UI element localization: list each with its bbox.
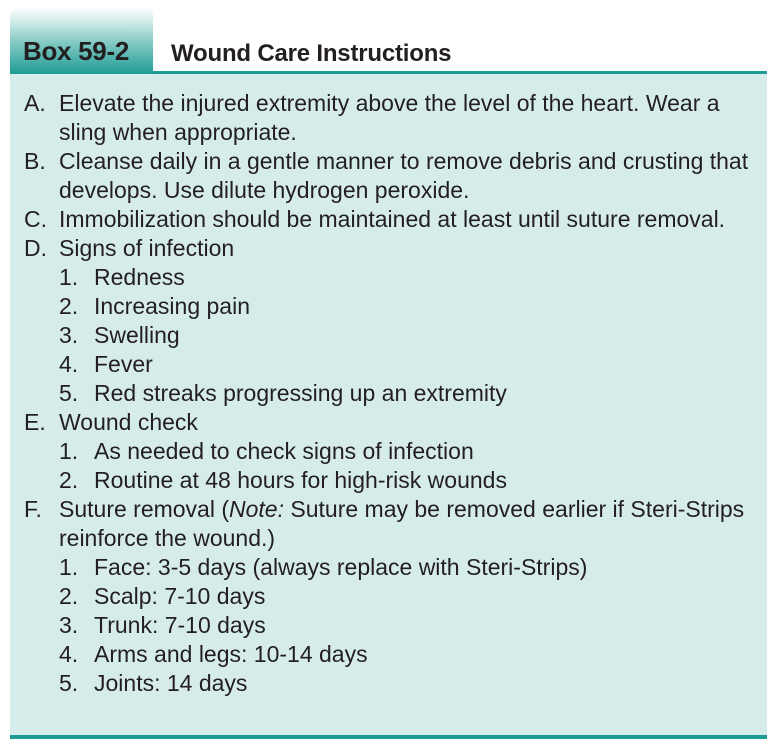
sublist-item-text: Trunk: 7-10 days: [94, 612, 266, 638]
sublist-item: [59, 611, 760, 640]
sublist-marker: 1.: [59, 438, 79, 464]
note-label: Note:: [229, 496, 284, 522]
box-number-tab: [10, 7, 153, 74]
sublist-item: [59, 437, 760, 466]
list-item-text-note: Suture may be removed earlier if Steri-Strips reinforce the wound.): [59, 496, 745, 551]
sublist-marker: 3.: [59, 612, 79, 638]
sublist-marker: 5.: [59, 670, 79, 696]
list-item-e: [24, 408, 760, 495]
sublist-marker: 2.: [59, 467, 79, 493]
sublist-item-text: Scalp: 7-10 days: [94, 583, 266, 609]
sublist-marker: 3.: [59, 322, 79, 348]
box-number-label: Box 59-2: [23, 36, 129, 66]
list-item-c: [24, 205, 760, 234]
sublist-item-text: Arms and legs: 10-14 days: [94, 641, 368, 667]
box-title: Wound Care Instructions: [171, 40, 452, 67]
sublist-item-text: Swelling: [94, 322, 180, 348]
sublist-item-text: As needed to check signs of infection: [94, 438, 474, 464]
list-item-text-lead: Suture removal (: [59, 496, 230, 522]
sublist-signs-of-infection: [59, 263, 760, 408]
sublist-item-text: Face: 3-5 days (always replace with Steri-Strips): [94, 554, 588, 580]
list-item-d: [24, 234, 760, 408]
list-item-text: Wound check: [59, 409, 198, 435]
sublist-item: [59, 640, 760, 669]
sublist-marker: 5.: [59, 380, 79, 406]
list-marker: B.: [24, 148, 46, 174]
sublist-item: [59, 292, 760, 321]
list-item-text: Cleanse daily in a gentle manner to remove debris and crusting that develops. Use dilute hydrogen peroxide.: [59, 148, 749, 203]
sublist-item-text: Redness: [94, 264, 185, 290]
sublist-item-text: Red streaks progressing up an extremity: [94, 380, 507, 406]
list-item-b: [24, 147, 760, 205]
instruction-list: [24, 89, 760, 698]
list-marker: F.: [24, 496, 42, 522]
sublist-item: [59, 350, 760, 379]
sublist-marker: 4.: [59, 351, 79, 377]
list-marker: E.: [24, 409, 46, 435]
sublist-suture-removal: [59, 553, 760, 698]
sublist-item: [59, 379, 760, 408]
sublist-marker: 4.: [59, 641, 79, 667]
sublist-marker: 1.: [59, 264, 79, 290]
list-item-f: [24, 495, 760, 698]
sublist-item: [59, 553, 760, 582]
list-marker: D.: [24, 235, 47, 261]
sublist-marker: 1.: [59, 554, 79, 580]
list-item-a: [24, 89, 760, 147]
list-item-text: Elevate the injured extremity above the level of the heart. Wear a sling when appropriate.: [59, 90, 720, 145]
sublist-item: [59, 669, 760, 698]
footer-rule: [10, 735, 767, 739]
sublist-item: [59, 466, 760, 495]
list-item-text: Immobilization should be maintained at least until suture removal.: [59, 206, 726, 232]
list-item-text: [59, 496, 744, 551]
sublist-item: [59, 582, 760, 611]
sublist-item-text: Joints: 14 days: [94, 670, 248, 696]
list-item-text: Signs of infection: [59, 235, 235, 261]
sublist-marker: 2.: [59, 293, 79, 319]
list-marker: C.: [24, 206, 47, 232]
sublist-item-text: Increasing pain: [94, 293, 250, 319]
sublist-item: [59, 263, 760, 292]
list-marker: A.: [24, 90, 46, 116]
sublist-item: [59, 321, 760, 350]
sublist-wound-check: [59, 437, 760, 495]
sublist-item-text: Fever: [94, 351, 153, 377]
sublist-item-text: Routine at 48 hours for high-risk wounds: [94, 467, 507, 493]
sublist-marker: 2.: [59, 583, 79, 609]
